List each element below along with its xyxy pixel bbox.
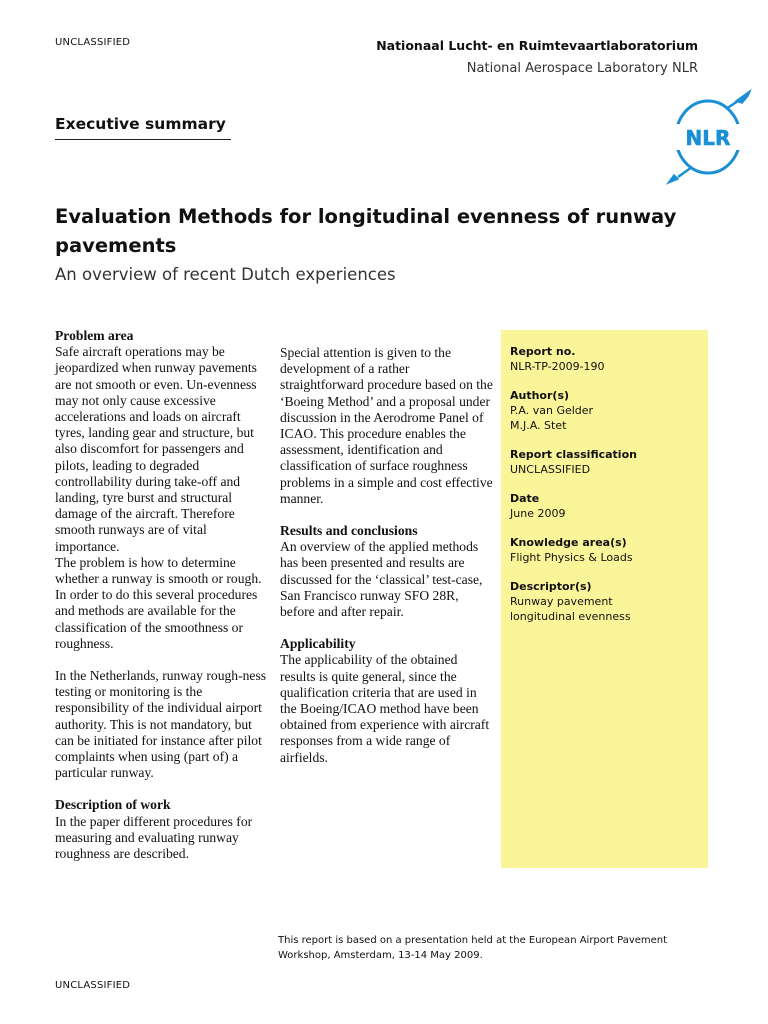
- executive-summary-heading: Executive summary: [55, 115, 231, 140]
- problem-area-paragraph-2: The problem is how to determine whether a runway is smooth or rough. In order to do this several procedures and methods are available for the classification of the smoothness or roughness.: [55, 554, 262, 651]
- description-heading: Description of work: [55, 797, 171, 813]
- classification-top: UNCLASSIFIED: [55, 37, 131, 48]
- author-name: P.A. van Gelder: [510, 404, 594, 417]
- results-heading: Results and conclusions: [280, 523, 418, 539]
- descriptor-item: Runway pavement: [510, 595, 613, 608]
- descriptors-label: Descriptor(s): [510, 580, 592, 593]
- descriptor-item: longitudinal evenness: [510, 610, 631, 623]
- nlr-logo: [664, 87, 754, 187]
- date-value: June 2009: [510, 507, 566, 520]
- problem-area-heading: Problem area: [55, 328, 134, 343]
- document-subtitle: An overview of recent Dutch experiences: [55, 265, 396, 284]
- descriptors-value: [510, 594, 705, 624]
- summary-column-left: [55, 328, 270, 862]
- author-name: M.J.A. Stet: [510, 419, 567, 432]
- results-paragraph: An overview of the applied methods has been presented and results are discussed for the ‘classical’ test-case, San Francisco runway SFO 28R, before and after repair.: [280, 539, 483, 620]
- knowledge-area-label: Knowledge area(s): [510, 536, 627, 549]
- authors-label: Author(s): [510, 389, 570, 402]
- report-classification-value: UNCLASSIFIED: [510, 463, 591, 476]
- report-number-label: Report no.: [510, 345, 576, 358]
- applicability-paragraph: The applicability of the obtained results is quite general, since the qualification criteria that are used in the Boeing/ICAO method have been obtained from experience with aircraft responses from a wide range of airfields.: [280, 652, 490, 765]
- report-classification-label: Report classification: [510, 448, 637, 461]
- knowledge-area-value: Flight Physics & Loads: [510, 551, 633, 564]
- footer-note: This report is based on a presentation held at the European Airport Pavement Workshop, Amsterdam, 13-14 May 2009.: [278, 935, 668, 961]
- date-label: Date: [510, 492, 540, 505]
- logo-plane-bottom: [668, 175, 678, 183]
- description-paragraph: In the paper different procedures for measuring and evaluating runway roughness are described.: [55, 813, 253, 862]
- summary-column-middle: [280, 345, 495, 766]
- organization-name-dutch: Nationaal Lucht- en Ruimtevaartlaboratorium: [376, 38, 698, 53]
- problem-area-paragraph-1: Safe aircraft operations may be jeopardized when runway pavements are not smooth or even. Un-evenness may not only cause excessive accelerations and loads on aircraft tyres, landing gear and structure, but also discomfort for passengers and pilots, leading to degraded controllability during take-off and landing, tyre burst and structural damage of the aircraft. Therefore smooth runways are of vital importance.: [55, 344, 257, 554]
- special-attention-paragraph: Special attention is given to the development of a rather straightforward procedure based on the ‘Boeing Method’ and a proposal under discussion in the Aerodrome Panel of ICAO. This procedure enables the assessment, identification and classification of surface roughness problems in a simple and cost effective manner.: [280, 345, 493, 506]
- problem-area-paragraph-3: In the Netherlands, runway rough-ness testing or monitoring is the responsibility of the individual airport authority. This is not mandatory, but can be initiated for instance after pilot complaints when using (part of) a particular runway.: [55, 668, 267, 781]
- organization-name-english: National Aerospace Laboratory NLR: [466, 61, 698, 76]
- report-number-value: NLR-TP-2009-190: [510, 360, 605, 373]
- report-info-list: [510, 344, 705, 638]
- logo-text: NLR: [685, 126, 731, 150]
- classification-bottom: UNCLASSIFIED: [55, 980, 131, 991]
- document-title: Evaluation Methods for longitudinal evenness of runway pavements: [55, 205, 677, 257]
- authors-value: [510, 403, 705, 433]
- applicability-heading: Applicability: [280, 636, 356, 652]
